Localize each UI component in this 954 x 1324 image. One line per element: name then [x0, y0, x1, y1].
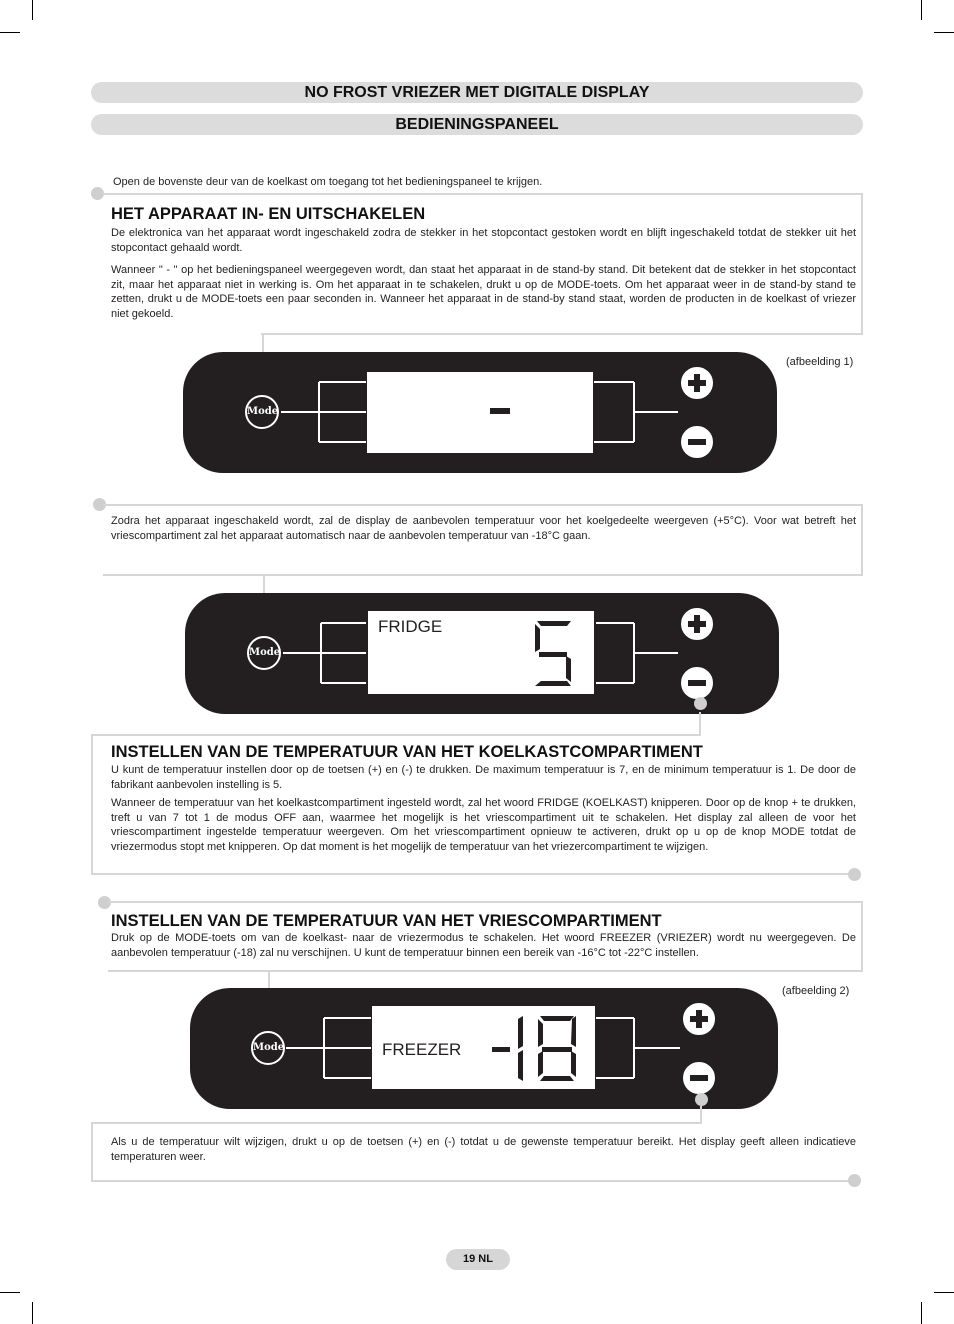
plus-icon-stroke [694, 615, 700, 633]
section-heading-fridge-temp: INSTELLEN VAN DE TEMPERATUUR VAN HET KOELKASTCOMPARTIMENT [111, 743, 703, 761]
paragraph: Wanneer " - " op het bedieningspaneel weergegeven wordt, dan staat het apparaat in de stand-by stand. Dit betekent dat de stekker in het stopcontact zit, maar het apparaat niet in werking is. Om het apparaat in te schakelen, drukt u op de MODE-toets. Om het apparaat weer in de stand-by stand te zetten, drukt u de MODE-toets een paar seconden in. Wanneer het apparaat in de stand-by stand staat, worden de producten in de koelkast of vriezer niet gekoeld. [111, 264, 856, 320]
lcd-display [372, 1006, 595, 1089]
control-panel-figure-1 [183, 352, 777, 473]
section-heading-freezer-temp: INSTELLEN VAN DE TEMPERATUUR VAN HET VRIESCOMPARTIMENT [111, 912, 662, 930]
paragraph: Wanneer de temperatuur van het koelkastcompartiment ingesteld wordt, zal het woord FRIDGE (KOELKAST) knipperen. Door op de knop + te drukken, treft u van 7 tot 1 de modus OFF aan, waarmee het mogelijk is het vriescompartiment uit te schakelen. Het display zal alleen de voor het vriescompartiment ingestelde temperatuur weergeven. Om het vriescompartiment opnieuw te activeren, drukt op u op de knop MODE totdat de vriezermodus stopt met knipperen. Op dat moment is het mogelijk de temperatuur van het vriezercompartiment te wijzigen. [111, 797, 856, 853]
page-number: 19 NL [446, 1249, 510, 1270]
mode-button[interactable]: Mode [247, 636, 281, 670]
connector-dot [695, 1093, 708, 1106]
plus-button[interactable] [679, 606, 715, 642]
minus-icon [690, 1075, 708, 1081]
plus-button[interactable] [679, 365, 715, 401]
seven-segment-display [490, 1016, 580, 1082]
paragraph: Als u de temperatuur wilt wijzigen, drukt u op de toetsen (+) en (-) totdat u de gewenste temperatuur bereikt. Het display geeft alleen indicatieve temperaturen weer. [111, 1136, 856, 1163]
crop-mark [0, 32, 20, 33]
paragraph: U kunt de temperatuur instellen door op de toetsen (+) en (-) te drukken. De maximum temperatuur is 7, en de minimum temperatuur is 1. De door de fabrikant aanbevolen instelling is 5. [111, 764, 856, 791]
figure-caption: (afbeelding 2) [782, 985, 850, 997]
bullet-dot [848, 868, 861, 881]
lcd-display [368, 611, 594, 694]
connector-dot [694, 697, 707, 710]
crop-mark [934, 1292, 954, 1293]
minus-button[interactable] [681, 1060, 717, 1096]
divider [91, 873, 851, 875]
paragraph: Zodra het apparaat ingeschakeld wordt, zal de display de aanbevolen temperatuur voor het koelgedeelte weergeven (+5°C). Voor wat betreft het vriescompartiment zal het apparaat automatisch naar de aanbevolen temperatuur van -18°C gaan. [111, 515, 856, 542]
minus-icon [688, 680, 706, 686]
connector-line [699, 712, 701, 736]
paragraph: Druk op de MODE-toets om van de koelkast- naar de vriezermodus te schakelen. Het woord FREEZER (VRIEZER) wordt nu weergegeven. De aanbevolen temperatuur (-18) zal nu verschijnen. U kunt de temperatuur binnen een bereik van -16°C tot -22°C instellen. [111, 932, 856, 959]
standby-dash [490, 408, 510, 414]
control-panel-fridge [185, 593, 779, 714]
mode-button[interactable]: Mode [245, 395, 279, 429]
intro-text: Open de bovenste deur van de koelkast om toegang tot het bedieningspaneel te krijgen. [113, 176, 543, 188]
mode-button[interactable]: Mode [251, 1031, 285, 1065]
section-heading-power: HET APPARAAT IN- EN UITSCHAKELEN [111, 205, 426, 223]
lcd-display [367, 372, 593, 453]
page-title: NO FROST VRIEZER MET DIGITALE DISPLAY [91, 82, 863, 103]
control-panel-freezer [190, 988, 778, 1109]
minus-button[interactable] [679, 665, 715, 701]
fridge-label: FRIDGE [378, 617, 443, 636]
crop-mark [921, 0, 922, 20]
crop-mark [0, 1292, 20, 1293]
crop-mark [32, 0, 33, 20]
page-subtitle: BEDIENINGSPANEEL [91, 114, 863, 135]
freezer-label: FREEZER [382, 1040, 462, 1059]
minus-button[interactable] [679, 424, 715, 460]
crop-mark [32, 1302, 33, 1324]
plus-icon-stroke [696, 1010, 702, 1028]
seven-segment-digit [533, 621, 573, 687]
divider [91, 1180, 851, 1182]
crop-mark [934, 32, 954, 33]
paragraph: De elektronica van het apparaat wordt ingeschakeld zodra de stekker in het stopcontact gestoken wordt en blijft ingeschakeld totdat de stekker uit het stopcontact gehaald wordt. [111, 227, 856, 254]
bullet-dot [848, 1174, 861, 1187]
crop-mark [921, 1302, 922, 1324]
figure-caption: (afbeelding 1) [786, 356, 854, 368]
minus-icon [688, 439, 706, 445]
plus-button[interactable] [681, 1001, 717, 1037]
plus-icon-stroke [694, 374, 700, 392]
